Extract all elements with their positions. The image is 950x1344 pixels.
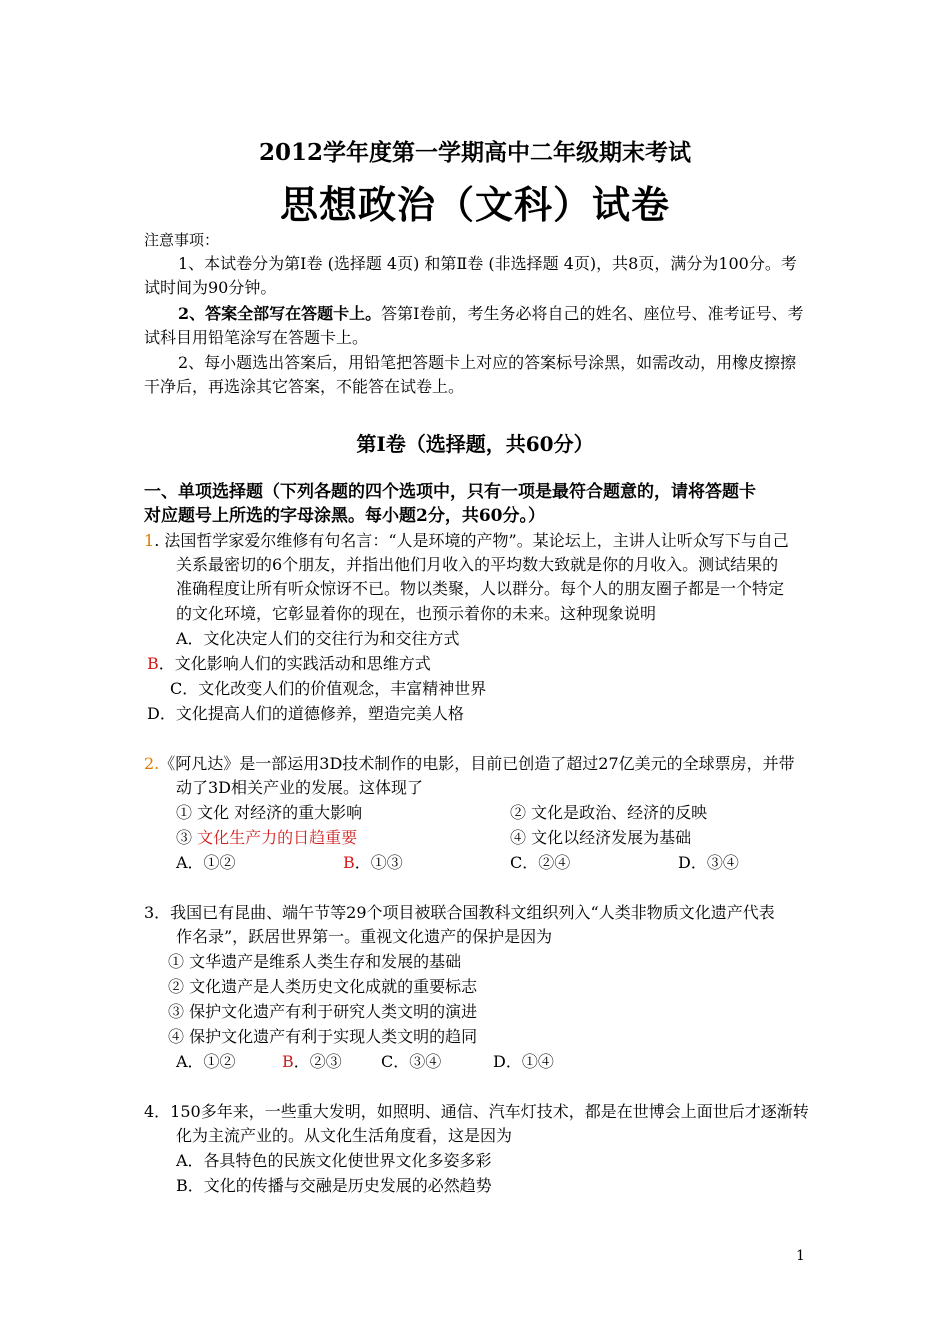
q1-stem-line-4: 的文化环境，它彰显着你的现在，也预示着你的未来。这种现象说明 <box>176 604 657 623</box>
q1-option-a: A．文化决定人们的交往行为和交往方式 <box>176 629 460 648</box>
q3-option-b-letter: B <box>282 1052 294 1071</box>
q2-number: 2. <box>144 754 160 773</box>
q1-option-b-letter: B <box>147 654 159 673</box>
note-2-bold: 2、答案全部写在答题卡上。 <box>178 304 382 323</box>
q1-stem-line-1 <box>144 529 789 553</box>
q4-stem-line-1: 4．150多年来，一些重大发明，如照明、通信、汽车灯技术，都是在世博会上面世后才逐渐转 <box>144 1102 809 1121</box>
subject-title: 思想政治（文科）试卷 <box>279 182 670 227</box>
q1-number: 1 <box>144 531 155 550</box>
q3-option-a: A．①② <box>176 1052 236 1071</box>
q1-option-b <box>147 652 431 676</box>
q3-option-c: C．③④ <box>381 1052 442 1071</box>
note-2-rest: 答第Ⅰ卷前，考生务必将自己的姓名、座位号、准考证号、考 <box>381 304 804 323</box>
q3-stem-line-1: 3．我国已有昆曲、端午节等29个项目被联合国教科文组织列入“人类非物质文化遗产代表 <box>144 903 775 922</box>
q3-item-1: ① 文华遗产是维系人类生存和发展的基础 <box>168 952 462 971</box>
q4-option-b: B．文化的传播与交融是历史发展的必然趋势 <box>176 1176 492 1195</box>
note-2-line-1 <box>178 302 803 326</box>
exam-title: 2012学年度第一学期高中二年级期末考试 <box>258 139 691 166</box>
q2-option-b-text: ．①③ <box>354 853 403 872</box>
q2-item-3 <box>176 826 357 850</box>
q1-stem-line-2: 关系最密切的6个朋友，并指出他们月收入的平均数大致就是你的月收入。测试结果的 <box>176 555 779 574</box>
page-number: 1 <box>796 1248 805 1264</box>
q3-stem-line-2: 作名录”，跃居世界第一。重视文化遗产的保护是因为 <box>176 927 553 946</box>
q2-option-b-letter: B <box>343 853 355 872</box>
q2-item-2: ② 文化是政治、经济的反映 <box>510 803 708 822</box>
note-3-line-2: 干净后，再选涂其它答案，不能答在试卷上。 <box>144 377 465 396</box>
q3-option-b-text: ．②③ <box>293 1052 342 1071</box>
q2-option-c: C．②④ <box>510 853 571 872</box>
note-1-line-1: 1、本试卷分为第Ⅰ卷 (选择题 4页) 和第Ⅱ卷 (非选择题 4页)，共8页，满分为100分。考 <box>178 254 797 273</box>
section-title: 第Ⅰ卷（选择题，共60分） <box>356 432 594 456</box>
q4-option-a: A．各具特色的民族文化使世界文化多姿多彩 <box>176 1151 492 1170</box>
q1-option-d: D．文化提高人们的道德修养，塑造完美人格 <box>147 704 464 723</box>
q2-stem-text: 《阿凡达》是一部运用3D技术制作的电影，目前已创造了超过27亿美元的全球票房，并带 <box>159 754 795 773</box>
q1-stem-line-3: 准确程度让所有听众惊讶不已。物以类聚，人以群分。每个人的朋友圈子都是一个特定 <box>176 579 785 598</box>
q2-item-3-text: 文化生产力的日趋重要 <box>197 828 358 847</box>
section-instructions-2: 对应题号上所选的字母涂黑。每小题2分，共60分。） <box>144 506 545 526</box>
note-1-line-2: 试时间为90分钟。 <box>144 278 277 297</box>
q3-option-b <box>282 1050 342 1074</box>
q1-stem-text: . 法国哲学家爱尔维修有句名言：“人是环境的产物”。某论坛上，主讲人让听众写下与自己 <box>154 531 789 550</box>
q3-item-2: ② 文化遗产是人类历史文化成就的重要标志 <box>168 977 478 996</box>
q3-option-d: D．①④ <box>493 1052 554 1071</box>
q4-stem-line-2: 化为主流产业的。从文化生活角度看，这是因为 <box>176 1126 513 1145</box>
q2-item-1: ① 文化 对经济的重大影响 <box>176 803 363 822</box>
q3-item-4: ④ 保护文化遗产有利于实现人类文明的趋同 <box>168 1027 478 1046</box>
q2-stem-line-1 <box>144 752 795 776</box>
note-2-line-2: 试科目用铅笔涂写在答题卡上。 <box>144 328 369 347</box>
q1-option-c: C．文化改变人们的价值观念，丰富精神世界 <box>170 679 487 698</box>
note-3-line-1: 2、每小题选出答案后，用铅笔把答题卡上对应的答案标号涂黑，如需改动，用橡皮擦擦 <box>178 353 797 372</box>
notes-heading: 注意事项： <box>144 231 220 249</box>
q2-item-3-mark: ③ <box>176 828 198 847</box>
q2-option-a: A．①② <box>176 853 236 872</box>
q2-item-4: ④ 文化以经济发展为基础 <box>510 828 692 847</box>
q2-option-d: D．③④ <box>678 853 739 872</box>
q3-item-3: ③ 保护文化遗产有利于研究人类文明的演进 <box>168 1002 478 1021</box>
section-instructions-1: 一、单项选择题（下列各题的四个选项中，只有一项是最符合题意的，请将答题卡 <box>144 482 756 502</box>
q1-option-b-text: ．文化影响人们的实践活动和思维方式 <box>158 654 431 673</box>
q2-option-b <box>343 851 403 875</box>
q2-stem-line-2: 动了3D相关产业的发展。这体现了 <box>176 778 424 797</box>
